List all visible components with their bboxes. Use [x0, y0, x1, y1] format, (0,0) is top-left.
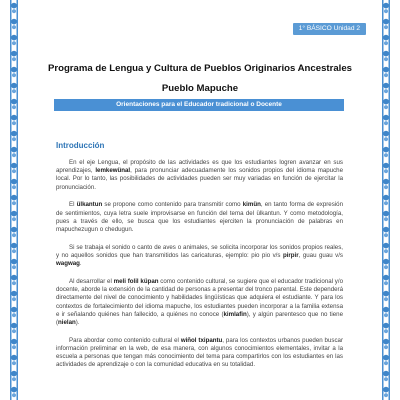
- guidance-banner: Orientaciones para el Educador tradicional o Docente: [54, 99, 344, 111]
- text-run: .: [79, 260, 82, 268]
- document-body: [56, 159, 343, 379]
- section-title: Introducción: [56, 141, 105, 150]
- text-run: En el eje Lengua, el propósito de las actividades es que los estudiantes logren avanzar en sus aprendizajes,: [56, 159, 343, 175]
- paragraph-5: [56, 337, 343, 370]
- paragraph-3: [56, 244, 343, 269]
- text-run: se propone como contenido para transmitir como: [102, 201, 243, 209]
- text-run: , para pronunciar adecuadamente los sonidos propios del idioma mapuche local. Por lo tanto, las posibilidades de actividades pueden ser muy variadas en función de ejercitar la pronunciación.: [56, 167, 344, 191]
- people-subtitle: Pueblo Mapuche: [161, 83, 239, 94]
- text-run: Si se trabaja el sonido o canto de aves o animales, se solicita incorporar los sonidos propios reales, y no aquellos sonidos que han transmitidos las caricaturas, ejemplo: pio pio v/s: [56, 243, 343, 260]
- term-bold: kimlafin: [223, 310, 247, 318]
- term-bold: wiñol txipantu: [180, 336, 223, 344]
- program-title: Programa de Lengua y Cultura de Pueblos Originarios Ancestrales: [47, 63, 353, 74]
- term-bold: wagwag: [56, 260, 80, 268]
- paragraph-1: [56, 159, 343, 192]
- text-run: ).: [75, 319, 80, 327]
- left-decorative-border: [3, 0, 25, 400]
- paragraph-4: [56, 278, 343, 327]
- text-run: , guau guau v/s: [298, 252, 344, 260]
- grade-unit-badge: 1° BÁSICO Unidad 2: [293, 23, 366, 35]
- term-bold: meli folil küpan: [113, 278, 159, 286]
- text-run: Para abordar como contenido cultural el: [69, 336, 181, 344]
- text-run: como contenido cultural, se sugiere que el educador tradicional y/o docente, aborde la extensión de la cantidad de personas a presentar del tronco parental. Este dependerá directamente del nivel de conocimiento y habilidades lingüísticas que adquiera el estudiante. Y para los contextos de fortalecimiento del idioma mapuche, los estudiantes pueden incorporar a la familia extensa e ir señalando quiénes han fallecido, a quiénes no conoce (: [56, 278, 343, 318]
- term-bold: ülkantun: [76, 201, 103, 209]
- term-bold: pirpir: [282, 252, 299, 260]
- text-run: Al desarrollar el: [69, 278, 114, 286]
- text-run: , para los contextos urbanos pueden buscar información preliminar en la web, de esa manera, con algunos conocimientos elementales, invitar a la escuela a personas que tengan más conocimiento del tema para compartirlos con los estudiantes en las actividades de aprendizaje o con la comunidad educativa en su totalidad.: [56, 336, 343, 369]
- text-run: ), y algún parentesco que no tiene (: [56, 310, 344, 327]
- right-decorative-border: [375, 0, 397, 400]
- term-bold: lemkewünal: [95, 167, 131, 175]
- text-run: El: [69, 201, 77, 209]
- term-bold: kimün: [242, 201, 261, 209]
- text-run: , en tanto forma de expresión de sentimientos, cuya letra suele improvisarse en función del tema del ülkantun. Y como metodología, pues a través de ello, se busca que los estudiantes ejerciten la pronunciación de palabras en mapuchezugun o chedugun.: [56, 201, 343, 234]
- paragraph-2: [56, 201, 343, 234]
- term-bold: nielan: [58, 319, 76, 327]
